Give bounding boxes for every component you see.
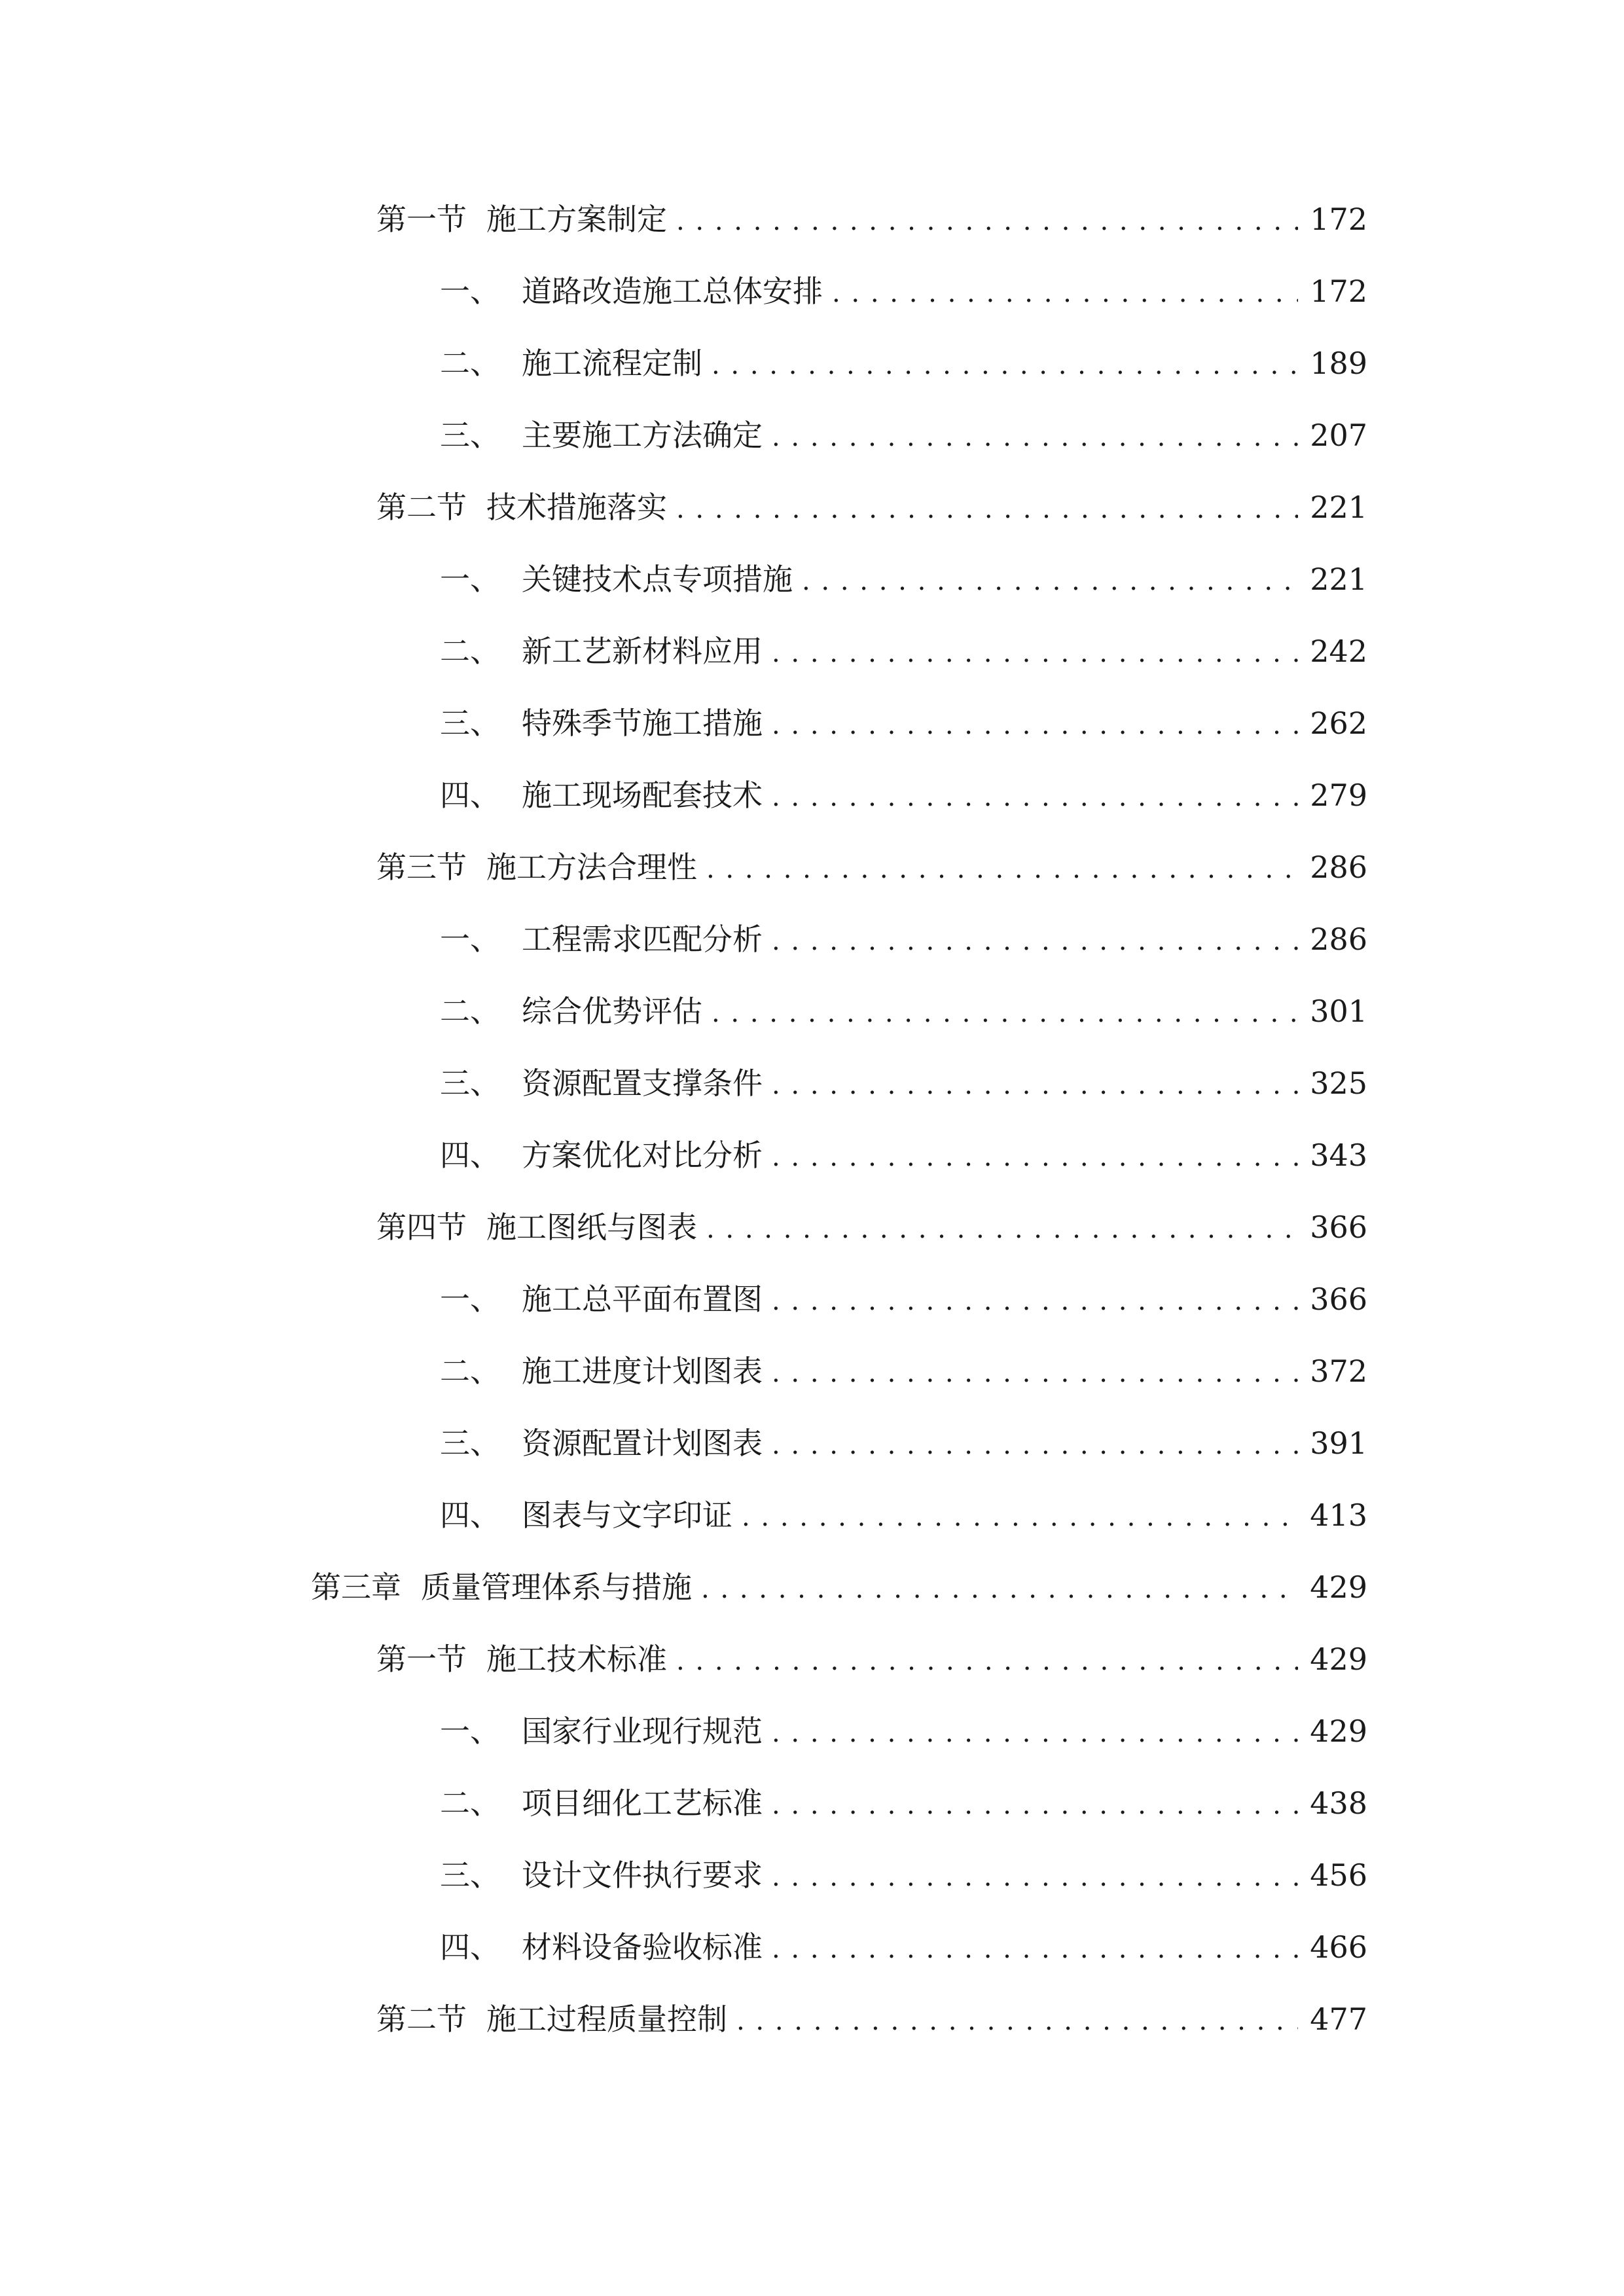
toc-entry-marker: 第一节 bbox=[376, 1641, 467, 1677]
toc-entry-page: 391 bbox=[1310, 1426, 1367, 1461]
toc-entry[interactable] bbox=[376, 481, 1367, 533]
toc-entry-marker: 三、 bbox=[440, 418, 500, 453]
toc-entry-title: 施工方案制定 bbox=[486, 202, 667, 237]
toc-entry-marker: 二、 bbox=[440, 1785, 500, 1821]
toc-entry[interactable] bbox=[376, 841, 1367, 893]
toc-entry[interactable] bbox=[376, 193, 1367, 245]
toc-entry[interactable] bbox=[440, 1849, 1367, 1901]
toc-entry-marker: 一、 bbox=[440, 1282, 500, 1317]
toc-entry-page: 429 bbox=[1310, 1570, 1367, 1605]
toc-entry-title: 施工现场配套技术 bbox=[522, 778, 763, 813]
toc-entry[interactable] bbox=[440, 409, 1367, 461]
toc-entry-page: 242 bbox=[1310, 634, 1367, 669]
toc-entry[interactable] bbox=[440, 913, 1367, 965]
dot-leader bbox=[772, 1849, 1298, 1903]
toc-entry-title: 道路改造施工总体安排 bbox=[522, 274, 823, 309]
toc-entry-page: 301 bbox=[1310, 994, 1367, 1029]
toc-entry-marker: 一、 bbox=[440, 922, 500, 957]
toc-entry-page: 172 bbox=[1310, 274, 1367, 309]
toc-entry-page: 189 bbox=[1310, 346, 1367, 381]
dot-leader bbox=[736, 1993, 1298, 2047]
toc-entry[interactable] bbox=[440, 553, 1367, 605]
dot-leader bbox=[676, 1633, 1298, 1687]
toc-entry-marker: 第二节 bbox=[376, 2001, 467, 2037]
dot-leader bbox=[772, 1417, 1298, 1471]
toc-entry[interactable] bbox=[440, 265, 1367, 317]
toc-entry[interactable] bbox=[440, 337, 1367, 389]
toc-entry-page: 262 bbox=[1310, 706, 1367, 741]
toc-entry-marker: 四、 bbox=[440, 1498, 500, 1533]
dot-leader bbox=[742, 1489, 1298, 1543]
toc-entry-title: 施工流程定制 bbox=[522, 346, 702, 381]
toc-entry-page: 429 bbox=[1310, 1713, 1367, 1749]
dot-leader bbox=[772, 697, 1298, 751]
toc-entry-title: 材料设备验收标准 bbox=[522, 1929, 763, 1965]
dot-leader bbox=[832, 265, 1298, 319]
toc-entry-title: 新工艺新材料应用 bbox=[522, 634, 763, 669]
toc-entry-title: 施工过程质量控制 bbox=[486, 2001, 727, 2037]
toc-entry-page: 372 bbox=[1310, 1354, 1367, 1389]
toc-entry-page: 221 bbox=[1310, 562, 1367, 597]
toc-entry-title: 施工总平面布置图 bbox=[522, 1282, 763, 1317]
toc-entry-title: 施工进度计划图表 bbox=[522, 1354, 763, 1389]
dot-leader bbox=[676, 481, 1298, 535]
dot-leader bbox=[706, 1201, 1298, 1255]
toc-entry-marker: 第四节 bbox=[376, 1210, 467, 1245]
toc-entry[interactable] bbox=[376, 1633, 1367, 1685]
toc-entry[interactable] bbox=[440, 1417, 1367, 1469]
dot-leader bbox=[701, 1561, 1298, 1615]
dot-leader bbox=[772, 1777, 1298, 1831]
toc-entry[interactable] bbox=[440, 1489, 1367, 1541]
toc-entry-marker: 三、 bbox=[440, 1066, 500, 1101]
toc-entry-title: 质量管理体系与措施 bbox=[421, 1570, 692, 1605]
toc-entry-title: 项目细化工艺标准 bbox=[522, 1785, 763, 1821]
dot-leader bbox=[772, 769, 1298, 823]
toc-entry-marker: 一、 bbox=[440, 274, 500, 309]
toc-entry-page: 325 bbox=[1310, 1066, 1367, 1101]
toc-entry-page: 286 bbox=[1310, 850, 1367, 885]
toc-entry-marker: 二、 bbox=[440, 994, 500, 1029]
dot-leader bbox=[676, 193, 1298, 247]
toc-entry-title: 施工方法合理性 bbox=[486, 850, 697, 885]
toc-entry-marker: 二、 bbox=[440, 1354, 500, 1389]
toc-entry-title: 图表与文字印证 bbox=[522, 1498, 732, 1533]
toc-entry-title: 资源配置支撑条件 bbox=[522, 1066, 763, 1101]
dot-leader bbox=[772, 1921, 1298, 1975]
dot-leader bbox=[712, 985, 1298, 1039]
toc-entry-title: 设计文件执行要求 bbox=[522, 1857, 763, 1893]
toc-entry-marker: 三、 bbox=[440, 1426, 500, 1461]
toc-entry-marker: 第三节 bbox=[376, 850, 467, 885]
toc-entry-marker: 四、 bbox=[440, 1138, 500, 1173]
toc-entry[interactable] bbox=[376, 1993, 1367, 2045]
toc-entry[interactable] bbox=[440, 1129, 1367, 1181]
dot-leader bbox=[772, 1705, 1298, 1759]
dot-leader bbox=[772, 1345, 1298, 1399]
toc-entry-marker: 第二节 bbox=[376, 490, 467, 525]
dot-leader bbox=[772, 1273, 1298, 1327]
toc-entry[interactable] bbox=[311, 1561, 1367, 1613]
toc-entry-marker: 三、 bbox=[440, 706, 500, 741]
toc-entry-title: 国家行业现行规范 bbox=[522, 1713, 763, 1749]
toc-entry-title: 特殊季节施工措施 bbox=[522, 706, 763, 741]
toc-entry-page: 286 bbox=[1310, 922, 1367, 957]
toc-entry[interactable] bbox=[440, 1777, 1367, 1829]
dot-leader bbox=[772, 913, 1298, 967]
toc-entry-marker: 二、 bbox=[440, 346, 500, 381]
toc-entry-page: 366 bbox=[1310, 1210, 1367, 1245]
toc-entry-page: 221 bbox=[1310, 490, 1367, 525]
toc-entry-page: 477 bbox=[1310, 2001, 1367, 2037]
toc-entry[interactable] bbox=[440, 1273, 1367, 1325]
toc-entry-title: 工程需求匹配分析 bbox=[522, 922, 763, 957]
toc-entry-marker: 一、 bbox=[440, 562, 500, 597]
dot-leader bbox=[772, 625, 1298, 679]
dot-leader bbox=[706, 841, 1298, 895]
toc-entry-page: 466 bbox=[1310, 1929, 1367, 1965]
toc-entry[interactable] bbox=[440, 1921, 1367, 1973]
toc-entry-page: 429 bbox=[1310, 1641, 1367, 1677]
toc-entry[interactable] bbox=[440, 1345, 1367, 1397]
toc-entry-page: 172 bbox=[1310, 202, 1367, 237]
toc-entry-title: 方案优化对比分析 bbox=[522, 1138, 763, 1173]
toc-entry[interactable] bbox=[440, 985, 1367, 1037]
toc-entry-title: 技术措施落实 bbox=[486, 490, 667, 525]
toc-entry-page: 456 bbox=[1310, 1857, 1367, 1893]
toc-entry-title: 综合优势评估 bbox=[522, 994, 702, 1029]
dot-leader bbox=[772, 1129, 1298, 1183]
toc-entry[interactable] bbox=[440, 769, 1367, 821]
toc-entry-title: 资源配置计划图表 bbox=[522, 1426, 763, 1461]
toc-entry-marker: 四、 bbox=[440, 778, 500, 813]
dot-leader bbox=[772, 1057, 1298, 1111]
toc-entry[interactable] bbox=[376, 1201, 1367, 1253]
toc-entry-page: 343 bbox=[1310, 1138, 1367, 1173]
toc-entry-marker: 二、 bbox=[440, 634, 500, 669]
toc-entry-marker: 四、 bbox=[440, 1929, 500, 1965]
toc-entry[interactable] bbox=[440, 1057, 1367, 1109]
dot-leader bbox=[712, 337, 1298, 391]
toc-entry-marker: 一、 bbox=[440, 1713, 500, 1749]
toc-entry-title: 施工技术标准 bbox=[486, 1641, 667, 1677]
toc-entry-marker: 第三章 bbox=[311, 1570, 401, 1605]
toc-entry-page: 207 bbox=[1310, 418, 1367, 453]
toc-entry-page: 438 bbox=[1310, 1785, 1367, 1821]
toc-entry-marker: 三、 bbox=[440, 1857, 500, 1893]
toc-entry-page: 413 bbox=[1310, 1498, 1367, 1533]
toc-entry[interactable] bbox=[440, 625, 1367, 677]
toc-entry-page: 366 bbox=[1310, 1282, 1367, 1317]
dot-leader bbox=[772, 409, 1298, 463]
toc-entry-page: 279 bbox=[1310, 778, 1367, 813]
toc-entry[interactable] bbox=[440, 697, 1367, 749]
toc-entry-marker: 第一节 bbox=[376, 202, 467, 237]
dot-leader bbox=[802, 553, 1298, 607]
toc-entry-title: 主要施工方法确定 bbox=[522, 418, 763, 453]
toc-entry[interactable] bbox=[440, 1705, 1367, 1757]
toc-entry-title: 关键技术点专项措施 bbox=[522, 562, 793, 597]
toc-entry-title: 施工图纸与图表 bbox=[486, 1210, 697, 1245]
